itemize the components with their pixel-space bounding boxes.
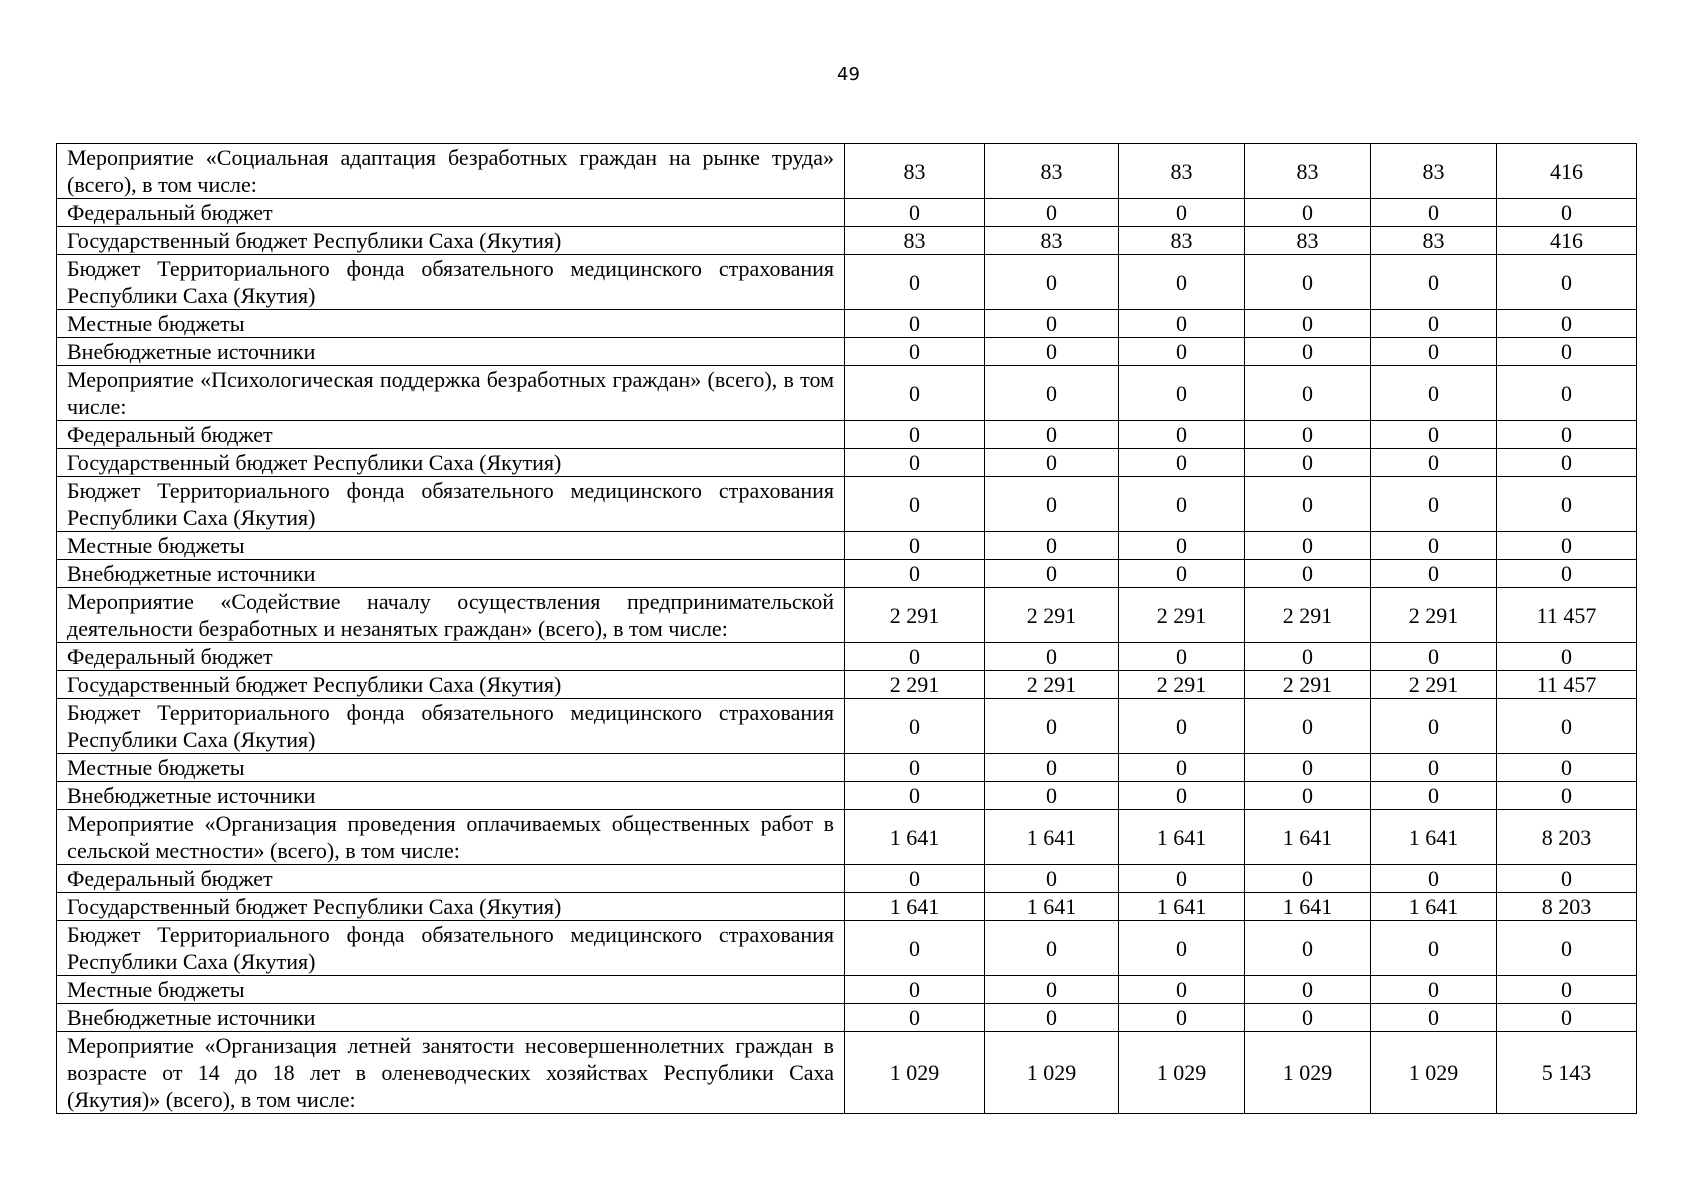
row-value: 0	[1497, 782, 1637, 810]
row-value: 0	[1497, 643, 1637, 671]
page-number: 49	[837, 64, 860, 85]
row-label: Мероприятие «Организация проведения оплачиваемых общественных работ в сельской местности» (всего), в том числе:	[57, 810, 845, 865]
row-value: 1 029	[985, 1032, 1119, 1114]
row-value: 0	[1371, 449, 1497, 477]
row-value: 0	[1119, 338, 1245, 366]
row-value: 0	[1119, 1004, 1245, 1032]
row-value: 1 641	[985, 810, 1119, 865]
row-value: 0	[845, 1004, 985, 1032]
row-value: 0	[845, 976, 985, 1004]
table-row	[57, 588, 1637, 643]
row-value: 1 641	[845, 893, 985, 921]
row-value: 1 641	[845, 810, 985, 865]
row-value: 0	[1245, 532, 1371, 560]
row-value: 0	[1497, 754, 1637, 782]
table-row	[57, 449, 1637, 477]
row-value: 0	[1497, 477, 1637, 532]
row-value: 0	[845, 477, 985, 532]
table-row	[57, 921, 1637, 976]
row-value: 0	[845, 699, 985, 754]
row-value: 0	[1371, 338, 1497, 366]
row-label: Внебюджетные источники	[57, 782, 845, 810]
row-value: 0	[1119, 699, 1245, 754]
row-value: 0	[985, 338, 1119, 366]
row-value: 0	[1119, 643, 1245, 671]
row-value: 0	[1245, 921, 1371, 976]
table-row	[57, 782, 1637, 810]
row-value: 0	[1497, 976, 1637, 1004]
row-value: 0	[845, 366, 985, 421]
row-value: 1 641	[1119, 893, 1245, 921]
row-value: 0	[1497, 366, 1637, 421]
row-value: 1 029	[845, 1032, 985, 1114]
row-label: Внебюджетные источники	[57, 1004, 845, 1032]
table-row	[57, 754, 1637, 782]
row-value: 0	[1497, 449, 1637, 477]
table-row	[57, 699, 1637, 754]
row-label: Местные бюджеты	[57, 532, 845, 560]
row-value: 0	[845, 921, 985, 976]
row-value: 0	[985, 976, 1119, 1004]
row-value: 83	[985, 227, 1119, 255]
row-value: 416	[1497, 227, 1637, 255]
row-value: 0	[1119, 754, 1245, 782]
row-label: Государственный бюджет Республики Саха (Якутия)	[57, 671, 845, 699]
row-value: 83	[1119, 144, 1245, 199]
row-value: 0	[985, 421, 1119, 449]
row-value: 0	[985, 921, 1119, 976]
row-value: 83	[1371, 144, 1497, 199]
row-value: 0	[1119, 560, 1245, 588]
row-value: 83	[1371, 227, 1497, 255]
row-value: 0	[1371, 754, 1497, 782]
row-value: 0	[845, 643, 985, 671]
row-value: 0	[1371, 255, 1497, 310]
row-value: 2 291	[1245, 671, 1371, 699]
row-value: 2 291	[985, 671, 1119, 699]
row-value: 1 641	[1371, 810, 1497, 865]
row-value: 0	[1119, 921, 1245, 976]
row-value: 0	[1371, 477, 1497, 532]
table-row	[57, 338, 1637, 366]
row-value: 0	[1119, 782, 1245, 810]
row-value: 0	[845, 754, 985, 782]
row-value: 0	[1245, 449, 1371, 477]
row-value: 0	[1245, 865, 1371, 893]
row-value: 0	[1119, 865, 1245, 893]
row-value: 1 029	[1119, 1032, 1245, 1114]
row-value: 0	[1245, 1004, 1371, 1032]
row-value: 0	[1119, 255, 1245, 310]
row-label: Федеральный бюджет	[57, 421, 845, 449]
row-value: 0	[1119, 199, 1245, 227]
row-value: 0	[985, 449, 1119, 477]
table-row	[57, 893, 1637, 921]
row-value: 0	[1371, 199, 1497, 227]
row-value: 1 029	[1371, 1032, 1497, 1114]
row-value: 1 029	[1245, 1032, 1371, 1114]
row-value: 0	[1497, 310, 1637, 338]
row-value: 0	[845, 421, 985, 449]
row-value: 0	[1245, 754, 1371, 782]
row-value: 2 291	[985, 588, 1119, 643]
table-row	[57, 227, 1637, 255]
row-label: Бюджет Территориального фонда обязательного медицинского страхования Республики Саха (Якутия)	[57, 699, 845, 754]
row-value: 2 291	[1119, 671, 1245, 699]
row-value: 11 457	[1497, 671, 1637, 699]
table-row	[57, 421, 1637, 449]
table-row	[57, 1004, 1637, 1032]
row-label: Государственный бюджет Республики Саха (Якутия)	[57, 227, 845, 255]
row-label: Федеральный бюджет	[57, 865, 845, 893]
row-value: 0	[1497, 532, 1637, 560]
table-row	[57, 144, 1637, 199]
row-value: 83	[1245, 144, 1371, 199]
row-value: 0	[1119, 449, 1245, 477]
row-value: 0	[845, 310, 985, 338]
row-value: 0	[1497, 921, 1637, 976]
row-value: 0	[1245, 310, 1371, 338]
row-value: 0	[1371, 643, 1497, 671]
row-value: 2 291	[1371, 671, 1497, 699]
row-value: 1 641	[985, 893, 1119, 921]
row-value: 0	[1245, 643, 1371, 671]
row-value: 0	[1497, 255, 1637, 310]
row-value: 0	[1119, 366, 1245, 421]
row-value: 83	[1119, 227, 1245, 255]
row-value: 2 291	[845, 671, 985, 699]
row-value: 0	[1245, 699, 1371, 754]
row-label: Федеральный бюджет	[57, 643, 845, 671]
row-value: 2 291	[1119, 588, 1245, 643]
row-value: 8 203	[1497, 810, 1637, 865]
row-value: 0	[1371, 976, 1497, 1004]
row-label: Местные бюджеты	[57, 310, 845, 338]
table-row	[57, 976, 1637, 1004]
row-label: Мероприятие «Социальная адаптация безработных граждан на рынке труда» (всего), в том числе:	[57, 144, 845, 199]
row-value: 0	[1245, 338, 1371, 366]
row-value: 0	[985, 310, 1119, 338]
row-value: 0	[1371, 560, 1497, 588]
row-value: 0	[845, 560, 985, 588]
row-value: 0	[845, 338, 985, 366]
row-value: 0	[1245, 560, 1371, 588]
table-row	[57, 560, 1637, 588]
row-value: 83	[845, 144, 985, 199]
row-label: Государственный бюджет Республики Саха (Якутия)	[57, 449, 845, 477]
row-value: 0	[985, 532, 1119, 560]
row-value: 0	[1119, 976, 1245, 1004]
table-row	[57, 310, 1637, 338]
row-value: 1 641	[1245, 810, 1371, 865]
row-value: 2 291	[845, 588, 985, 643]
row-value: 416	[1497, 144, 1637, 199]
table-row	[57, 255, 1637, 310]
row-label: Бюджет Территориального фонда обязательного медицинского страхования Республики Саха (Якутия)	[57, 255, 845, 310]
row-label: Государственный бюджет Республики Саха (Якутия)	[57, 893, 845, 921]
row-value: 0	[1245, 477, 1371, 532]
row-value: 0	[1371, 865, 1497, 893]
row-value: 0	[985, 782, 1119, 810]
row-value: 2 291	[1371, 588, 1497, 643]
row-value: 0	[1371, 310, 1497, 338]
row-value: 0	[1245, 782, 1371, 810]
row-value: 0	[985, 560, 1119, 588]
row-value: 0	[845, 199, 985, 227]
table-row	[57, 477, 1637, 532]
row-value: 0	[845, 255, 985, 310]
row-value: 0	[985, 699, 1119, 754]
row-value: 0	[985, 255, 1119, 310]
row-value: 2 291	[1245, 588, 1371, 643]
row-value: 0	[1497, 865, 1637, 893]
row-value: 0	[1371, 532, 1497, 560]
row-value: 0	[1371, 421, 1497, 449]
row-value: 0	[1497, 560, 1637, 588]
row-value: 1 641	[1371, 893, 1497, 921]
row-value: 0	[1119, 421, 1245, 449]
row-value: 0	[985, 366, 1119, 421]
row-value: 0	[985, 1004, 1119, 1032]
row-label: Мероприятие «Организация летней занятости несовершеннолетних граждан в возрасте от 14 до 18 лет в оленеводческих хозяйствах Республики Саха (Якутия)» (всего), в том числе:	[57, 1032, 845, 1114]
row-label: Внебюджетные источники	[57, 560, 845, 588]
row-value: 83	[1245, 227, 1371, 255]
budget-table	[56, 143, 1637, 1114]
row-label: Федеральный бюджет	[57, 199, 845, 227]
row-label: Бюджет Территориального фонда обязательного медицинского страхования Республики Саха (Якутия)	[57, 921, 845, 976]
row-label: Мероприятие «Содействие началу осуществления предпринимательской деятельности безработных и незанятых граждан» (всего), в том числе:	[57, 588, 845, 643]
budget-table-body	[57, 144, 1637, 1114]
row-value: 0	[1245, 199, 1371, 227]
table-row	[57, 865, 1637, 893]
row-value: 0	[845, 532, 985, 560]
row-value: 0	[1245, 255, 1371, 310]
row-value: 0	[1371, 1004, 1497, 1032]
row-value: 0	[1497, 421, 1637, 449]
row-label: Внебюджетные источники	[57, 338, 845, 366]
row-value: 11 457	[1497, 588, 1637, 643]
row-value: 0	[985, 865, 1119, 893]
row-value: 0	[1119, 477, 1245, 532]
row-value: 1 641	[1245, 893, 1371, 921]
row-value: 83	[985, 144, 1119, 199]
row-value: 0	[845, 449, 985, 477]
row-label: Местные бюджеты	[57, 976, 845, 1004]
row-label: Местные бюджеты	[57, 754, 845, 782]
row-value: 0	[845, 782, 985, 810]
row-label: Мероприятие «Психологическая поддержка безработных граждан» (всего), в том числе:	[57, 366, 845, 421]
row-value: 0	[1245, 976, 1371, 1004]
row-value: 0	[1371, 782, 1497, 810]
row-value: 0	[1245, 421, 1371, 449]
table-row	[57, 366, 1637, 421]
row-value: 0	[1497, 699, 1637, 754]
row-value: 0	[1497, 1004, 1637, 1032]
row-value: 0	[845, 865, 985, 893]
table-row	[57, 643, 1637, 671]
row-value: 1 641	[1119, 810, 1245, 865]
row-value: 0	[985, 754, 1119, 782]
row-value: 0	[1245, 366, 1371, 421]
row-value: 0	[985, 199, 1119, 227]
row-value: 0	[1497, 338, 1637, 366]
row-value: 5 143	[1497, 1032, 1637, 1114]
row-value: 0	[985, 477, 1119, 532]
table-row	[57, 810, 1637, 865]
table-row	[57, 671, 1637, 699]
row-label: Бюджет Территориального фонда обязательного медицинского страхования Республики Саха (Якутия)	[57, 477, 845, 532]
row-value: 0	[1119, 532, 1245, 560]
row-value: 0	[1371, 366, 1497, 421]
row-value: 0	[1119, 310, 1245, 338]
row-value: 83	[845, 227, 985, 255]
row-value: 0	[1371, 921, 1497, 976]
table-row	[57, 199, 1637, 227]
table-row	[57, 1032, 1637, 1114]
row-value: 0	[985, 643, 1119, 671]
table-row	[57, 532, 1637, 560]
row-value: 8 203	[1497, 893, 1637, 921]
row-value: 0	[1497, 199, 1637, 227]
row-value: 0	[1371, 699, 1497, 754]
